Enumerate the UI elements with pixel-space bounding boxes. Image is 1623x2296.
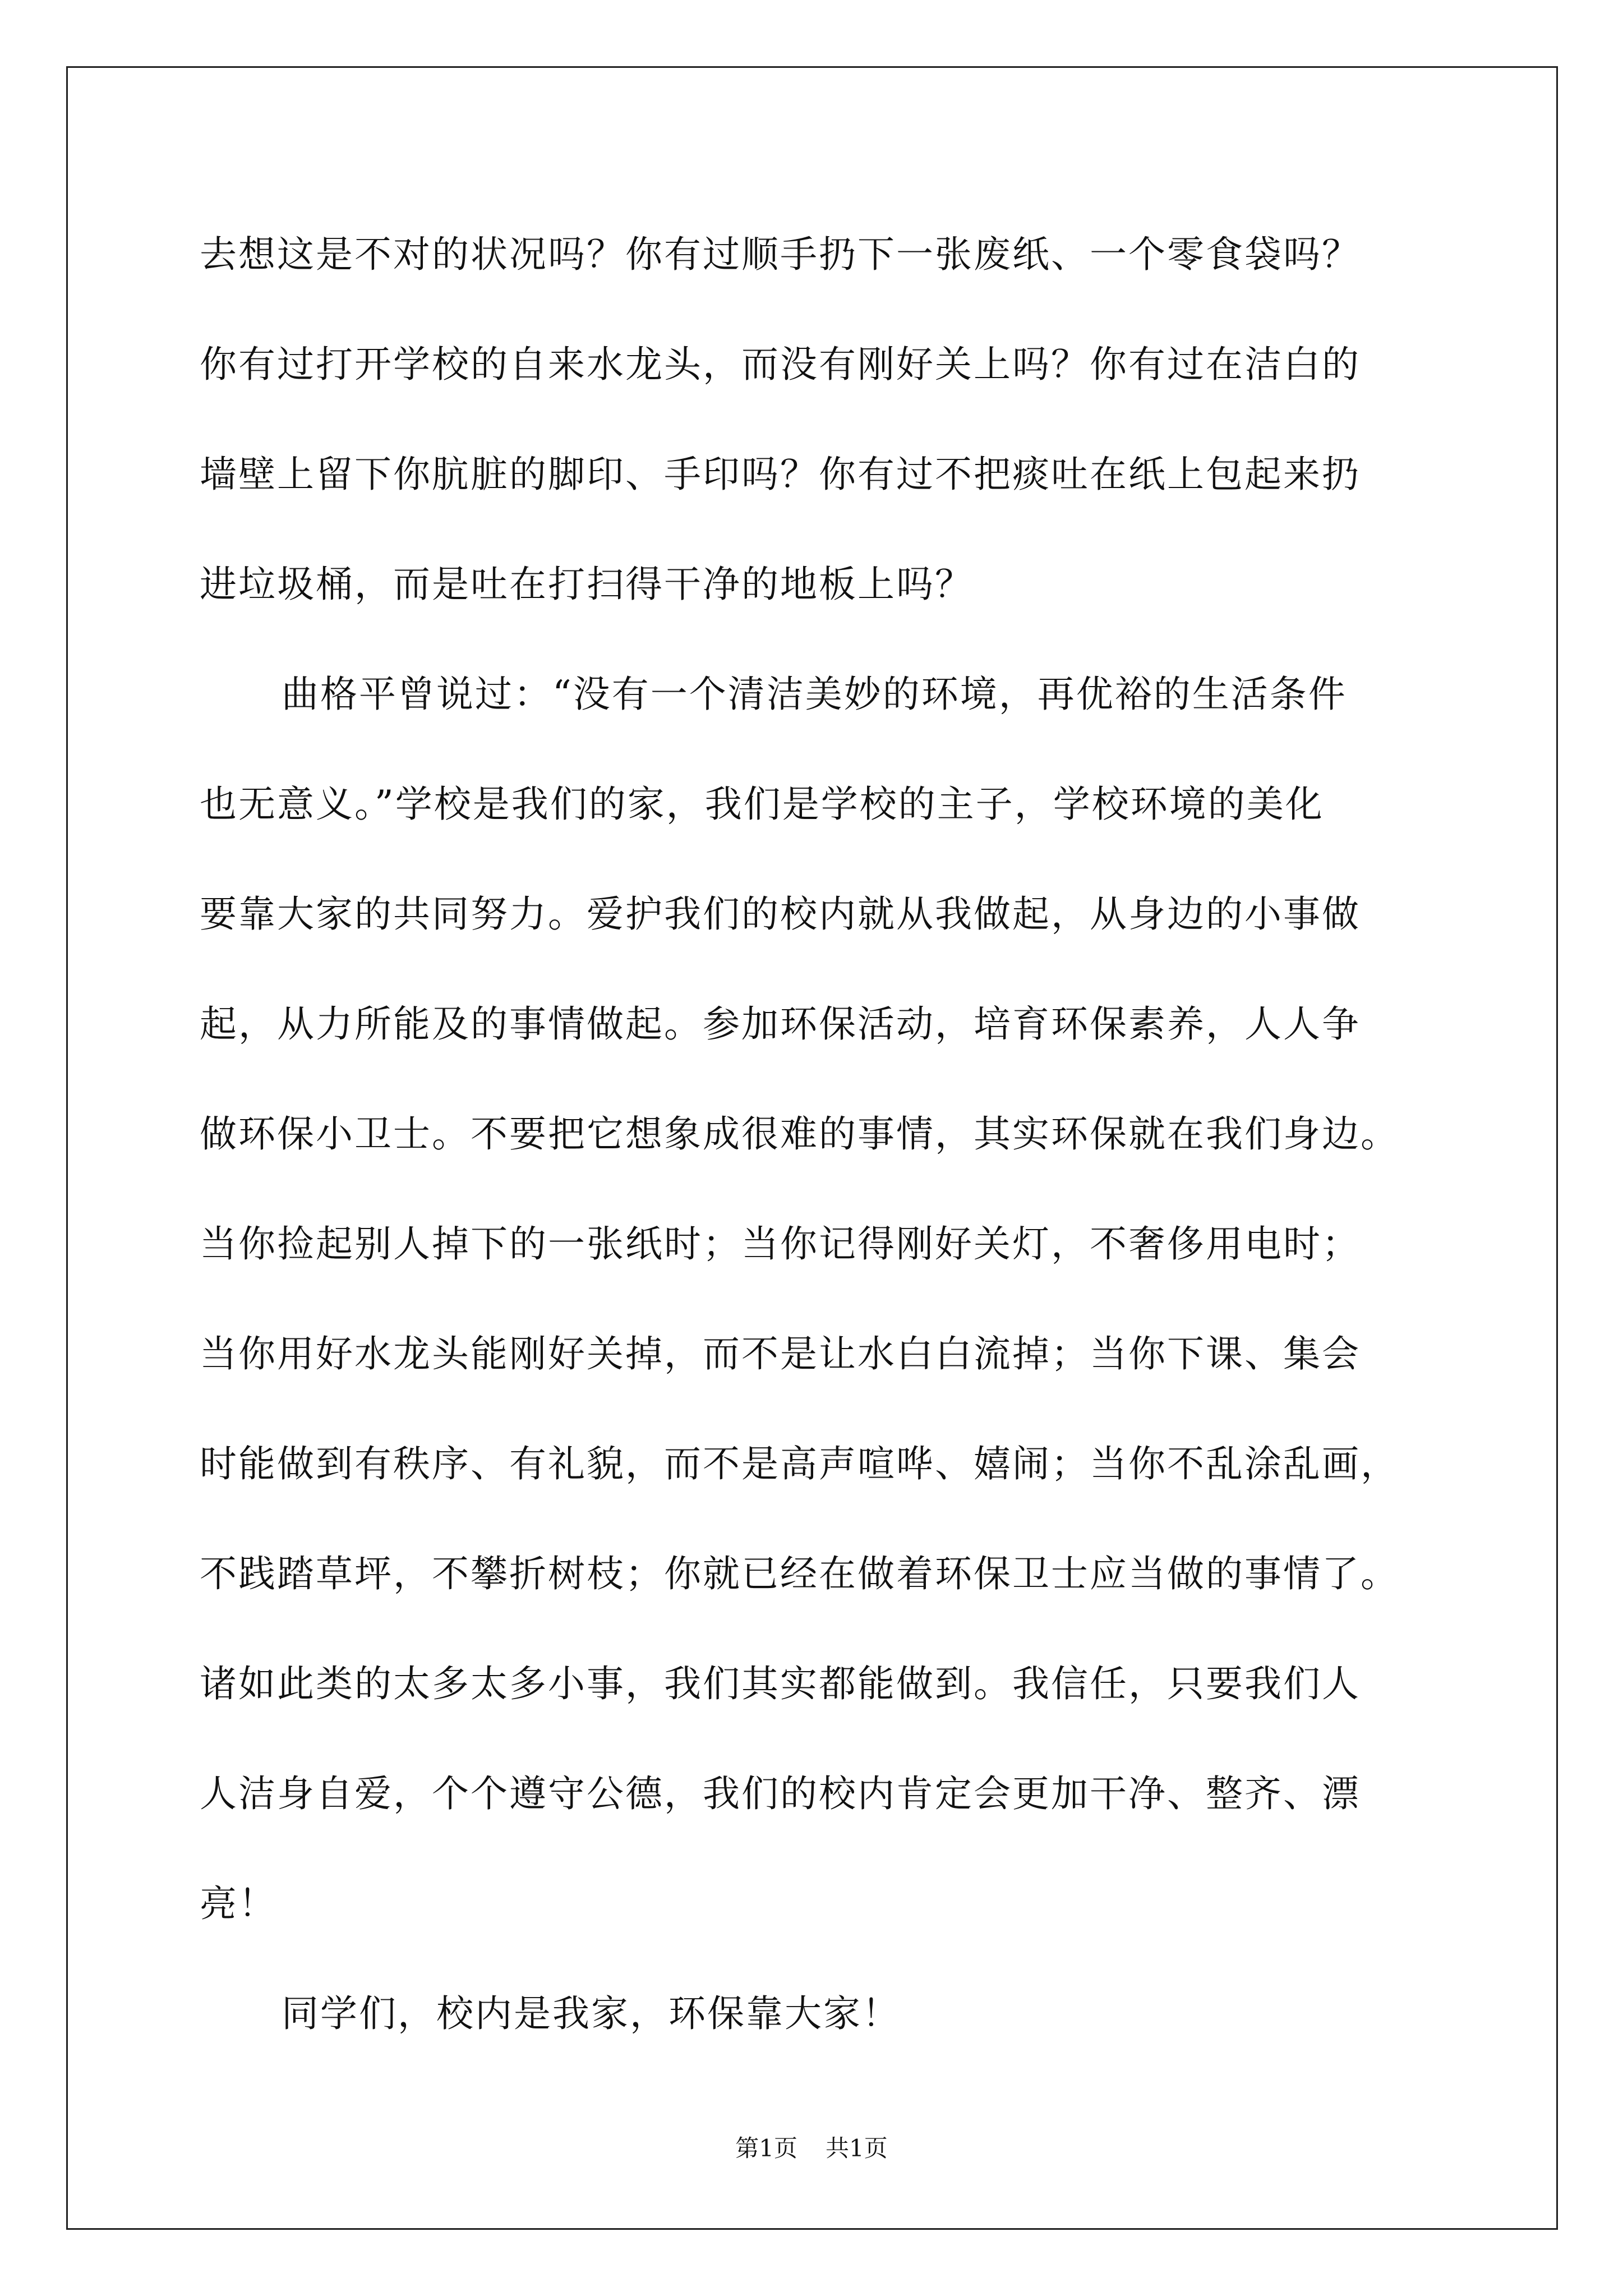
text-line: 去想这是不对的状况吗？你有过顺手扔下一张废纸、一个零食袋吗？ xyxy=(200,233,1361,276)
text-line: 当你用好水龙头能刚好关掉，而不是让水白白流掉；当你下课、集会 xyxy=(200,1332,1361,1375)
text-line: 亮！ xyxy=(200,1882,277,1925)
text-line: 你有过打开学校的自来水龙头，而没有刚好关上吗？你有过在洁白的 xyxy=(200,343,1361,386)
page-footer xyxy=(0,2132,1623,2165)
text-line: 诸如此类的太多太多小事，我们其实都能做到。我信任，只要我们人 xyxy=(200,1662,1361,1705)
text-line: 时能做到有秩序、有礼貌，而不是高声喧哗、嬉闹；当你不乱涂乱画， xyxy=(200,1442,1399,1485)
text-line: 要靠大家的共同努力。爱护我们的校内就从我做起，从身边的小事做 xyxy=(200,892,1361,936)
text-line: 也无意义。”学校是我们的家，我们是学校的主子，学校环境的美化 xyxy=(200,783,1324,826)
text-line: 做环保小卫士。不要把它想象成很难的事情，其实环保就在我们身边。 xyxy=(200,1112,1399,1156)
paragraph-first-line: 曲格平曾说过：“没有一个清洁美妙的环境，再优裕的生活条件 xyxy=(282,673,1347,716)
paragraph-first-line: 同学们，校内是我家，环保靠大家！ xyxy=(282,1992,901,2035)
text-line: 当你捡起别人掉下的一张纸时；当你记得刚好关灯，不奢侈用电时； xyxy=(200,1222,1361,1266)
text-line: 人洁身自爱，个个遵守公德，我们的校内肯定会更加干净、整齐、漂 xyxy=(200,1772,1361,1815)
text-line: 墙壁上留下你肮脏的脚印、手印吗？你有过不把痰吐在纸上包起来扔 xyxy=(200,453,1361,496)
document-body xyxy=(200,200,1428,2069)
page-number: 第1页 xyxy=(735,2134,797,2162)
text-line: 进垃圾桶，而是吐在打扫得干净的地板上吗？ xyxy=(200,563,974,606)
text-line: 起，从力所能及的事情做起。参加环保活动，培育环保素养，人人争 xyxy=(200,1002,1361,1046)
text-line: 不践踏草坪，不攀折树枝；你就已经在做着环保卫士应当做的事情了。 xyxy=(200,1552,1399,1595)
page-total: 共1页 xyxy=(826,2134,888,2162)
